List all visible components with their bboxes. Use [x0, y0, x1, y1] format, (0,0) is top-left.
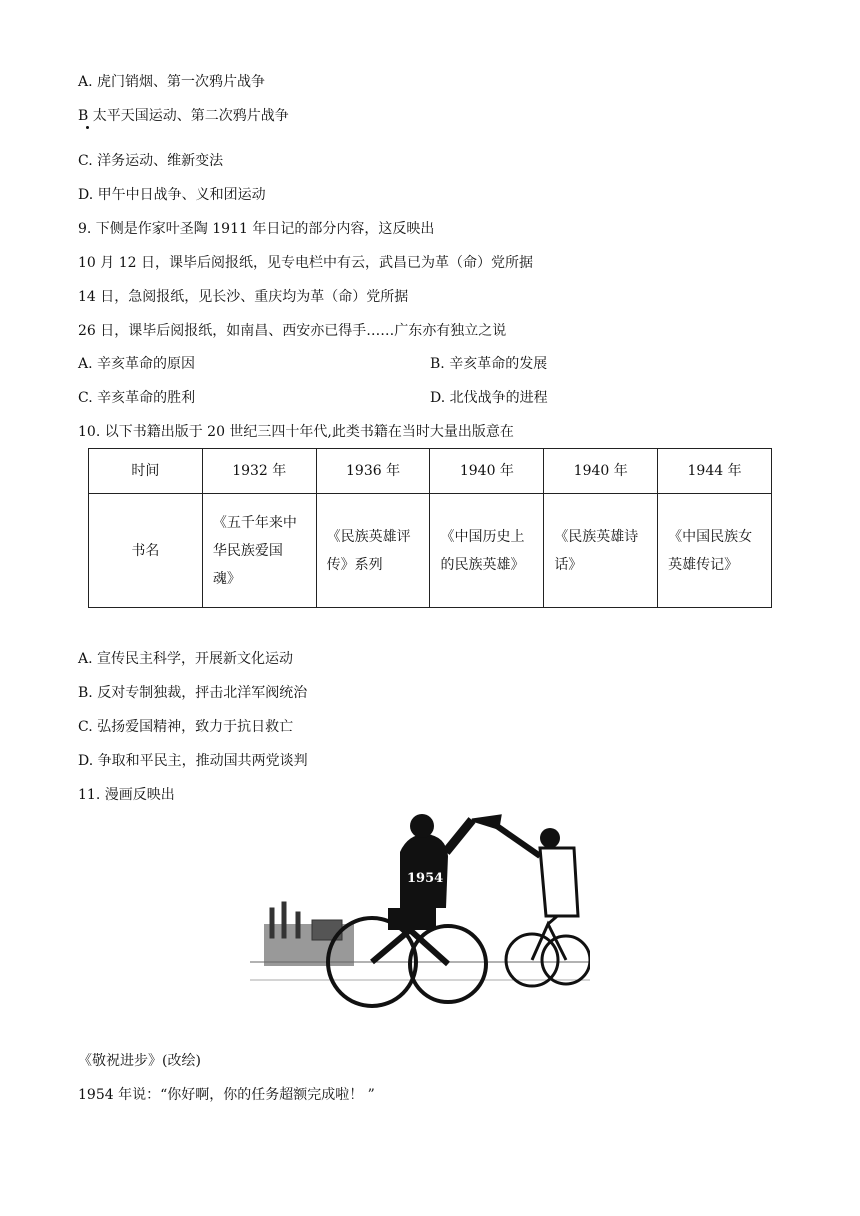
q8-option-d: D. 甲午中日战争、义和团运动: [78, 187, 266, 203]
book-title-line: 《民族英雄诗: [554, 528, 639, 545]
q9-option-a: A. 辛亥革命的原因: [78, 356, 196, 372]
q10-option-d: D. 争取和平民主，推动国共两党谈判: [78, 753, 308, 769]
book-title-line: 《中国历史上: [440, 528, 525, 545]
cartoon-illustration: [250, 812, 590, 1018]
table-header-time: 时间: [89, 449, 203, 494]
q8-option-a: A. 虎门销烟、第一次鸦片战争: [78, 74, 266, 90]
q10-option-a: A. 宣传民主科学，开展新文化运动: [78, 651, 294, 667]
table-year-cell: 1944 年: [658, 449, 772, 494]
q9-option-b: B. 辛亥革命的发展: [430, 356, 548, 372]
cartoon-caption: 《敬祝进步》(改绘): [78, 1053, 201, 1069]
cartoon-number-label: 1954: [407, 871, 444, 886]
table-book-cell: [430, 494, 544, 608]
q10-stem: 10. 以下书籍出版于 20 世纪三四十年代,此类书籍在当时大量出版意在: [78, 424, 514, 440]
q9-diary-line: 10 月 12 日，课毕后阅报纸，见专电栏中有云，武昌已为革（命）党所据: [78, 255, 533, 271]
table-book-cell: [658, 494, 772, 608]
q8-option-b: B 太平天国运动、第二次鸦片战争: [78, 108, 289, 124]
table-book-cell: [202, 494, 316, 608]
book-title-line: 话》: [554, 556, 583, 573]
book-title-line: 华民族爱国: [212, 542, 283, 559]
table-row: [89, 449, 772, 494]
table-year-cell: 1940 年: [430, 449, 544, 494]
q10-option-b: B. 反对专制独裁，抨击北洋军阀统治: [78, 685, 308, 701]
table-year-cell: 1932 年: [202, 449, 316, 494]
table-year-cell: 1936 年: [316, 449, 430, 494]
table-row-label-books: 书名: [89, 494, 203, 608]
q11-stem: 11. 漫画反映出: [78, 787, 175, 803]
books-table: [88, 448, 772, 608]
q9-diary-line: 26 日，课毕后阅报纸，如南昌、西安亦已得手……广东亦有独立之说: [78, 323, 507, 339]
book-title-line: 英雄传记》: [668, 556, 739, 573]
book-title-line: 的民族英雄》: [440, 556, 525, 573]
q9-stem: 9. 下侧是作家叶圣陶 1911 年日记的部分内容，这反映出: [78, 221, 435, 237]
cartoon-quote: 1954 年说：“你好啊，你的任务超额完成啦！ ”: [78, 1087, 375, 1103]
q9-option-c: C. 辛亥革命的胜利: [78, 390, 196, 406]
bullet-dot: [86, 126, 89, 129]
table-book-cell: [544, 494, 658, 608]
motorcycle-rider: [328, 814, 486, 1006]
q8-option-c: C. 洋务运动、维新变法: [78, 153, 224, 169]
table-book-cell: [316, 494, 430, 608]
book-title-line: 传》系列: [326, 556, 383, 573]
q10-option-c: C. 弘扬爱国精神，致力于抗日救亡: [78, 719, 294, 735]
bicycle-rider: [472, 816, 590, 986]
book-title-line: 《中国民族女: [668, 528, 753, 545]
table-year-cell: 1940 年: [544, 449, 658, 494]
table-row: [89, 494, 772, 608]
book-title-line: 《五千年来中: [212, 514, 297, 531]
book-title-line: 魂》: [212, 570, 241, 587]
book-title-line: 《民族英雄评: [326, 528, 411, 545]
q9-diary-line: 14 日，急阅报纸，见长沙、重庆均为革（命）党所据: [78, 289, 409, 305]
q9-option-d: D. 北伐战争的进程: [430, 390, 548, 406]
